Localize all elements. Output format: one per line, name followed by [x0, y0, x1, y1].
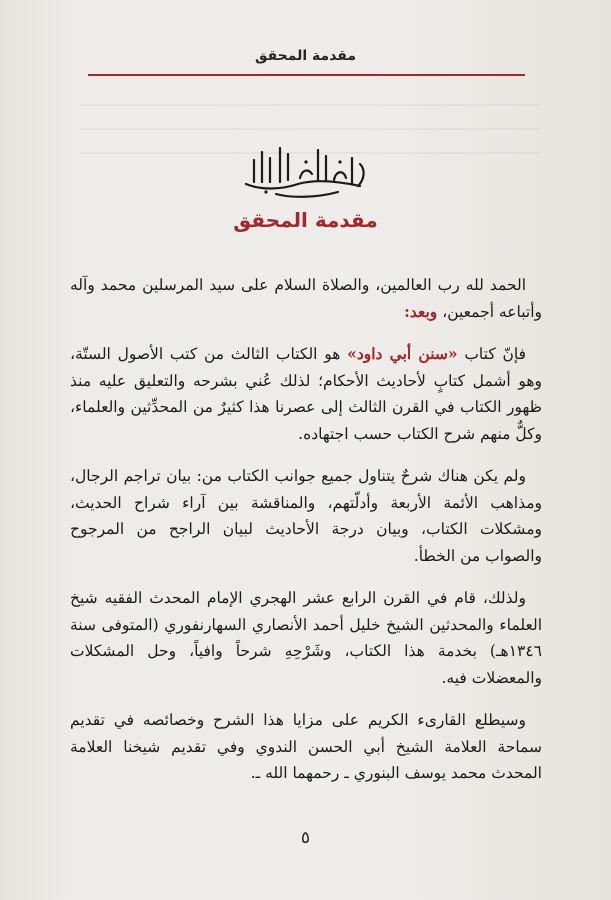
- paragraph-3: ولم يكن هناك شرحٌ يتناول جميع جوانب الكتاب من: بيان تراجم الرجال، ومذاهب الأئمة الأربعة وأدلّتهم، والمناقشة بين آراء شراح الحديث، ومشكلات الكتاب، وبيان درجة الأحاديث لبيان الراجح من المرجوح والصواب من الخطأ.: [70, 467, 542, 565]
- book-title-emphasis: «سنن أبي داود»: [347, 344, 458, 363]
- header-rule: [88, 74, 525, 76]
- paragraph-5: وسيطلع القارىء الكريم على مزايا هذا الشرح وخصائصه في تقديم سماحة العلامة الشيخ أبي الحسن الندوي وفي تقديم شيخنا العلامة المحدث محمد يوسف البنوري ـ رحمهما الله ـ.: [70, 711, 542, 782]
- paragraph-2-text: هو الكتاب الثالث من كتب الأصول الستّة، وهو أشمل كتابٍ لأحاديث الأحكام؛ لذلك عُني بشرحه والتعليق عليه منذ ظهور الكتاب في القرن الثالث إلى عصرنا هذا كثيرٌ من المحدِّثين والعلماء، وكلٌّ منهم شرح الكتاب حسب اجتهاده.: [70, 345, 542, 443]
- body-text: [70, 272, 542, 803]
- bleed-through-line: [80, 104, 540, 106]
- paragraph-1: [70, 272, 542, 325]
- section-heading: مقدمة المحقق: [233, 208, 378, 232]
- bleed-through-line: [80, 128, 540, 130]
- basmala-calligraphy-icon: [240, 140, 370, 200]
- paragraph-4: ولذلك، قام في القرن الرابع عشر الهجري الإمام المحدث الفقيه شيخ العلماء والمحدثين الشيخ خليل أحمد الأنصاري السهارنفوري (المتوفى سنة ١٣٤٦هـ) بخدمة هذا الكتاب، وشَرْحِهِ شرحاً وافياً، وحل المشكلات والمعضلات فيه.: [70, 589, 542, 687]
- page-number: ٥: [300, 828, 311, 848]
- paragraph-1-text: الحمد لله رب العالمين، والصلاة السلام على سيد المرسلين محمد وآله وأتباعه أجمعين،: [70, 276, 542, 321]
- wa-bad-emphasis: وبعد:: [404, 301, 438, 321]
- running-header: مقدمة المحقق: [254, 48, 357, 64]
- paragraph-2: [70, 341, 542, 447]
- paragraph-2-lead: فإنّ كتاب: [457, 345, 526, 363]
